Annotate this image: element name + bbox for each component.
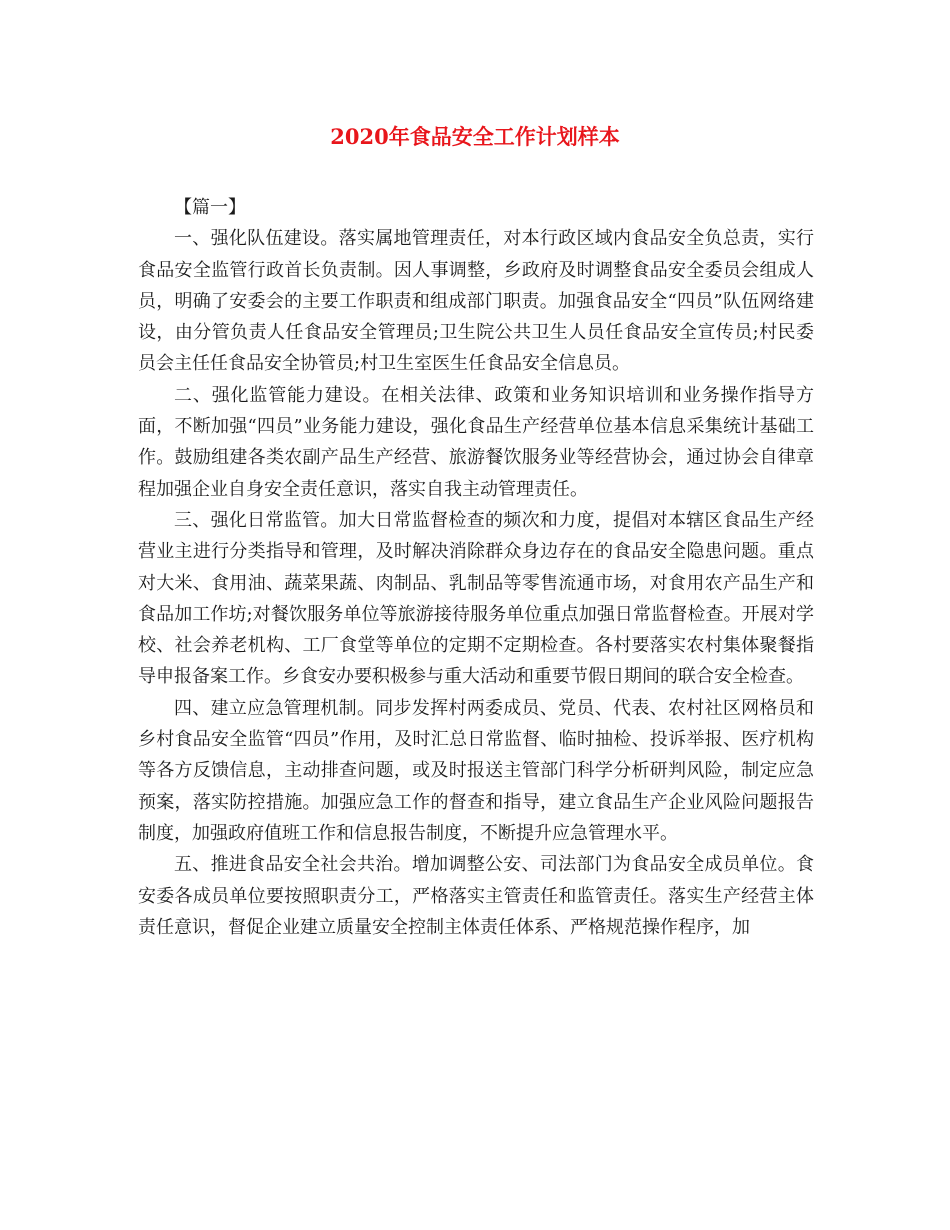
paragraph-1: 一、强化队伍建设。落实属地管理责任，对本行政区域内食品安全负总责，实行食品安全监管行政首长负责制。因人事调整，乡政府及时调整食品安全委员会组成人员，明确了安委会的主要工作职责和组成部门职责。加强食品安全“四员”队伍网络建设，由分管负责人任食品安全管理员;卫生院公共卫生人员任食品安全宣传员;村民委员会主任任食品安全协管员;村卫生室医生任食品安全信息员。 bbox=[138, 228, 814, 375]
paragraph-5: 五、推进食品安全社会共治。增加调整公安、司法部门为食品安全成员单位。食安委各成员单位要按照职责分工，严格落实主管责任和监管责任。落实生产经营主体责任意识，督促企业建立质量安全控制主体责任体系、严格规范操作程序，加 bbox=[138, 854, 814, 938]
paragraph-4: 四、建立应急管理机制。同步发挥村两委成员、党员、代表、农村社区网格员和乡村食品安全监管“四员”作用，及时汇总日常监督、临时抽检、投诉举报、医疗机构等各方反馈信息，主动排查问题，或及时报送主管部门科学分析研判风险，制定应急预案，落实防控措施。加强应急工作的督查和指导，建立食品生产企业风险问题报告制度，加强政府值班工作和信息报告制度，不断提升应急管理水平。 bbox=[138, 697, 814, 844]
paragraph-2: 二、强化监管能力建设。在相关法律、政策和业务知识培训和业务操作指导方面，不断加强“四员”业务能力建设，强化食品生产经营单位基本信息采集统计基础工作。鼓励组建各类农副产品生产经营、旅游餐饮服务业等经营协会，通过协会自律章程加强企业自身安全责任意识，落实自我主动管理责任。 bbox=[138, 384, 814, 500]
document-title: 2020年食品安全工作计划样本 bbox=[330, 124, 620, 149]
document-body bbox=[138, 192, 814, 943]
paragraph-3: 三、强化日常监管。加大日常监督检查的频次和力度，提倡对本辖区食品生产经营业主进行分类指导和管理，及时解决消除群众身边存在的食品安全隐患问题。重点对大米、食用油、蔬菜果蔬、肉制品、乳制品等零售流通市场，对食用农产品生产和食品加工作坊;对餐饮服务单位等旅游接待服务单位重点加强日常监督检查。开展对学校、社会养老机构、工厂食堂等单位的定期不定期检查。各村要落实农村集体聚餐指导申报备案工作。乡食安办要积极参与重大活动和重要节假日期间的联合安全检查。 bbox=[138, 509, 814, 688]
section-label: 【篇一】 bbox=[174, 197, 246, 218]
